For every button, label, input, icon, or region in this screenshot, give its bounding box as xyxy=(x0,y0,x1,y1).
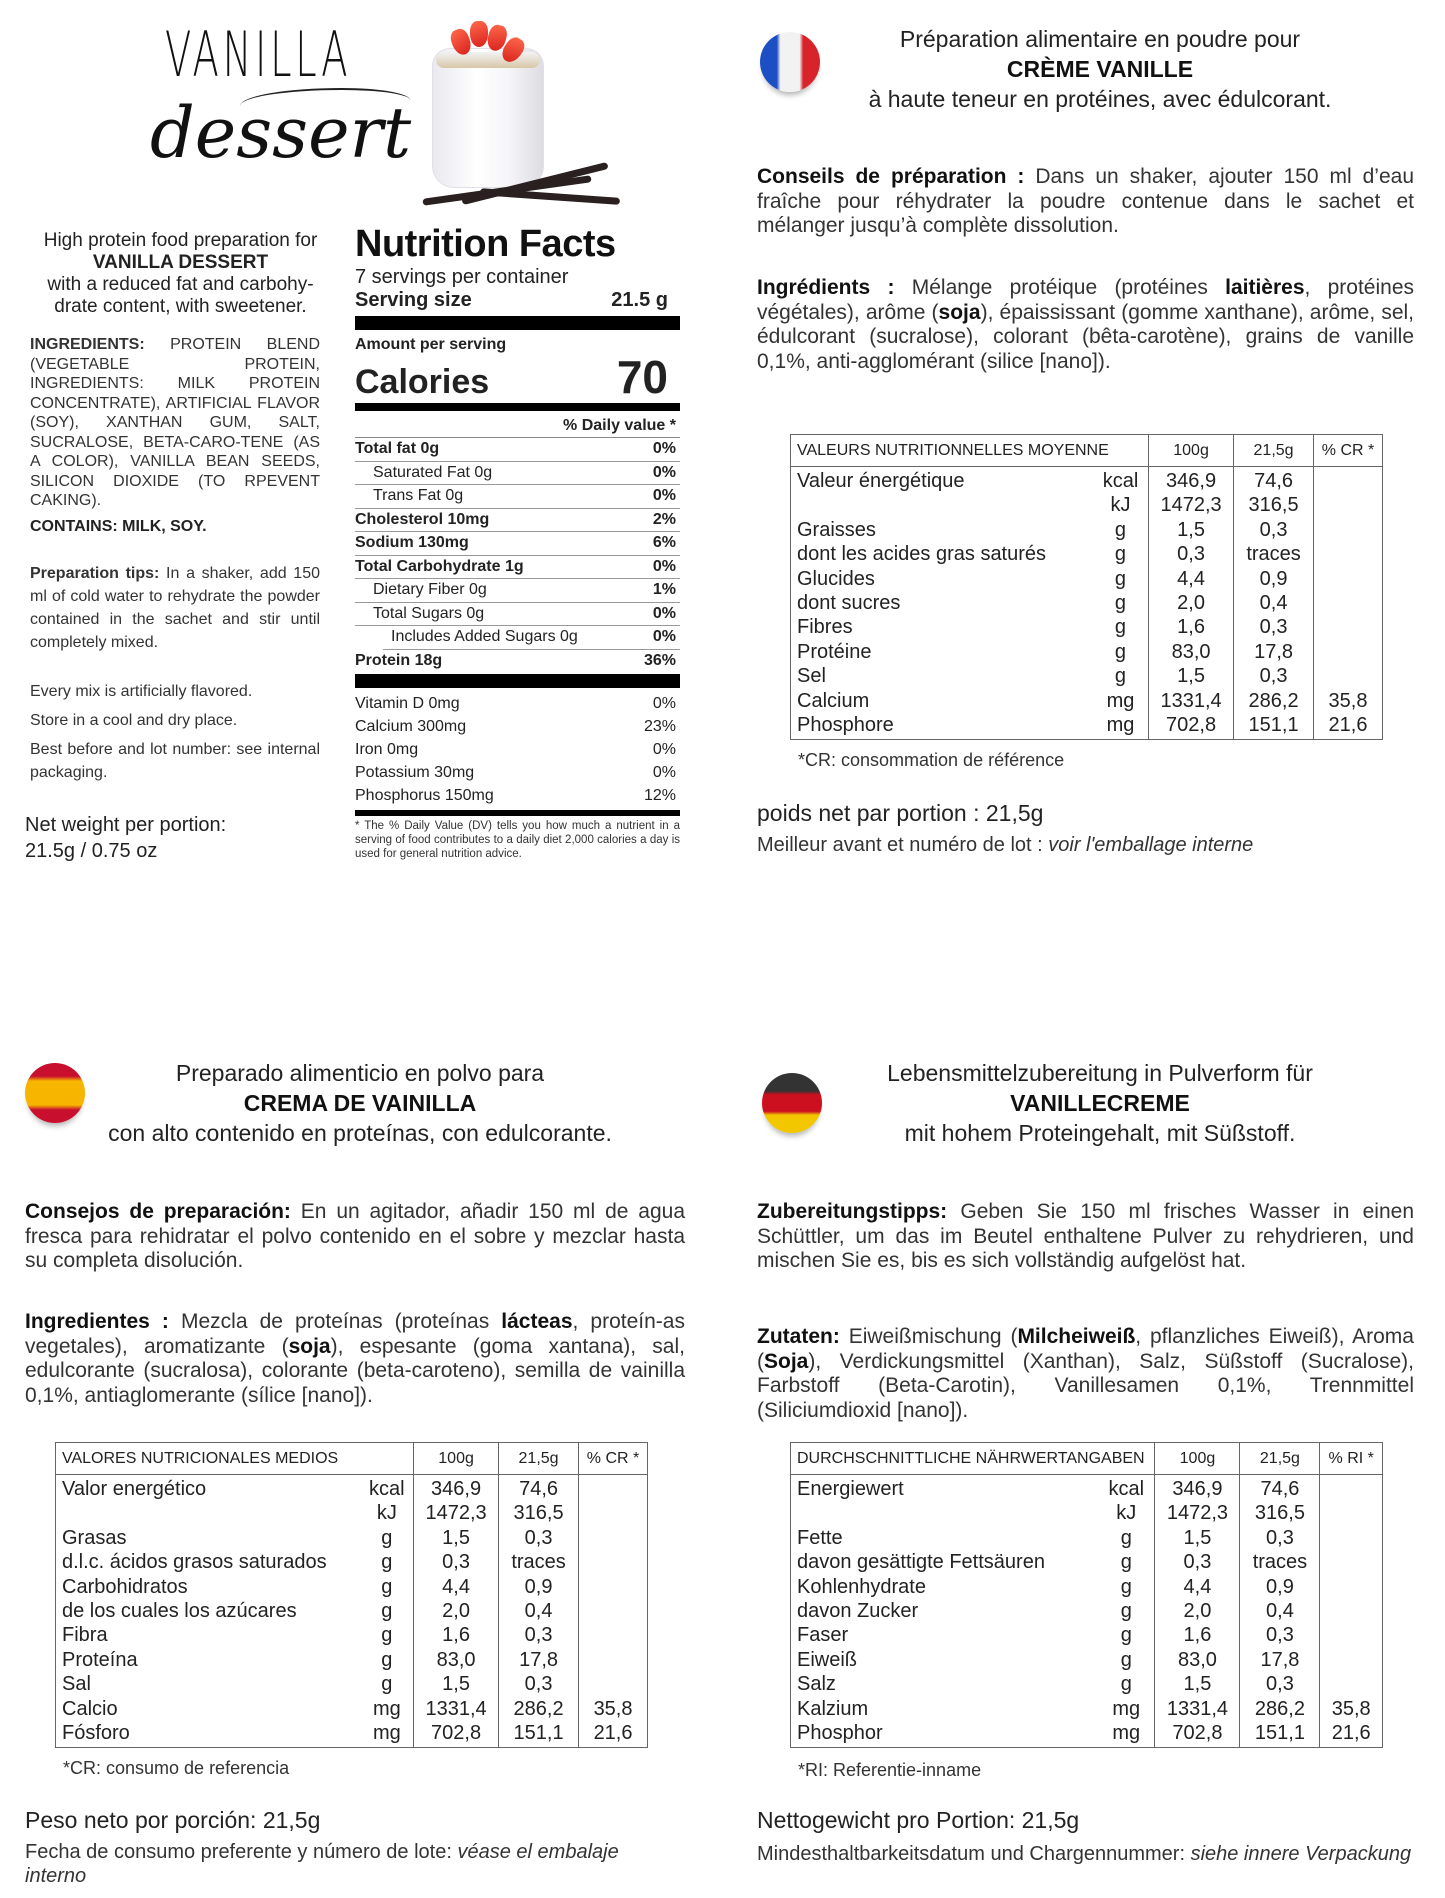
nutrient-row: Dietary Fiber 0g 1% xyxy=(355,579,680,603)
calories-row: Calories 70 xyxy=(355,354,680,400)
value-per-100g: 1,6 xyxy=(414,1623,499,1647)
value-per-portion: traces xyxy=(1234,542,1314,566)
nutrient-name: Graisses xyxy=(797,518,876,541)
strawberry-icon xyxy=(470,21,488,47)
reference-intake-pct xyxy=(579,1672,648,1696)
unit: g xyxy=(1093,615,1149,639)
nutrient-row: Trans Fat 0g 0% xyxy=(355,485,680,509)
reference-intake-pct xyxy=(1320,1623,1383,1647)
value-per-100g: 702,8 xyxy=(1155,1721,1240,1748)
value-per-portion: traces xyxy=(499,1550,579,1574)
reference-intake-pct xyxy=(579,1501,648,1525)
nutrient-row: Protein 18g 36% xyxy=(355,651,676,669)
table-row xyxy=(791,467,1383,494)
table-row xyxy=(56,1501,648,1525)
french-ingredients: Ingrédients : Mélange protéique (protéines laitières, protéines végétales), arôme (soja), épaississant (gomme xanthane), arôme, sel, édulcorant (sucralose), colorant (bêta-carotène), grains de vanille 0,1%, anti-agglomérant (silice [nano]). xyxy=(757,276,1415,373)
table-row xyxy=(56,1721,648,1748)
table-row xyxy=(791,1475,1383,1502)
table-header-row xyxy=(791,1443,1383,1475)
unit: kcal xyxy=(361,1475,414,1502)
value-per-100g: 2,0 xyxy=(414,1599,499,1623)
english-net-weight: Net weight per portion: 21.5g / 0.75 oz xyxy=(25,814,227,862)
value-per-100g: 1472,3 xyxy=(1149,493,1234,517)
value-per-portion: 0,9 xyxy=(499,1575,579,1599)
nutrient-row: Saturated Fat 0g 0% xyxy=(355,462,680,486)
nutrient-name: Proteína xyxy=(62,1648,138,1671)
value-per-100g: 1472,3 xyxy=(414,1501,499,1525)
french-best-before: Meilleur avant et numéro de lot : voir l'emballage interne xyxy=(757,834,1254,856)
unit: mg xyxy=(361,1697,414,1721)
divider-medium xyxy=(355,810,680,816)
logo-vanilla: VANILLA xyxy=(165,18,352,91)
value-per-portion: 74,6 xyxy=(499,1475,579,1502)
table-row xyxy=(56,1575,648,1599)
unit: g xyxy=(1098,1648,1155,1672)
spanish-ingredients: Ingredientes : Mezcla de proteínas (proteínas lácteas, proteín-as vegetales), aromatizante (soja), espesante (goma xantana), sal, edulcorante (sucralosa), colorante (beta-caroteno), semilla de vainilla 0,1%, antiaglomerante (sílice [nano]). xyxy=(25,1310,685,1407)
reference-intake-pct xyxy=(1314,542,1383,566)
value-per-portion: traces xyxy=(1240,1550,1320,1574)
value-per-portion: 151,1 xyxy=(1240,1721,1320,1748)
reference-intake-pct: 35,8 xyxy=(1328,689,1368,712)
value-per-portion: 74,6 xyxy=(1240,1475,1320,1502)
reference-intake-pct xyxy=(579,1526,648,1550)
value-per-portion: 286,2 xyxy=(1234,689,1314,713)
logo-dessert: dessert xyxy=(150,92,412,174)
value-per-portion: 316,5 xyxy=(1234,493,1314,517)
unit: g xyxy=(361,1648,414,1672)
value-per-portion: 286,2 xyxy=(499,1697,579,1721)
nutrient-name: Phosphore xyxy=(797,714,894,737)
table-row xyxy=(791,1550,1383,1574)
daily-value-footnote: * The % Daily Value (DV) tells you how much a nutrient in a serving of food contributes to a daily diet 2,000 calories a day is used for general nutrition advice. xyxy=(355,820,680,860)
value-per-100g: 1331,4 xyxy=(414,1697,499,1721)
french-heading: Préparation alimentaire en poudre pour CRÈME VANILLE à haute teneur en protéines, avec édulcorant. xyxy=(868,26,1332,112)
unit: g xyxy=(1098,1672,1155,1696)
unit: g xyxy=(1093,518,1149,542)
unit: g xyxy=(1098,1599,1155,1623)
value-per-100g: 702,8 xyxy=(1149,713,1234,740)
value-per-100g: 1,5 xyxy=(1149,518,1234,542)
german-ingredients: Zutaten: Eiweißmischung (Milcheiweiß, pflanzliches Eiweiß), Aroma (Soja), Verdickungsmittel (Xanthan), Salz, Süßstoff (Sucralose), Farbstoff (Beta-Carotin), Vanillesamen 0,1%, Trennmittel (Siliciumdioxid [nano]). xyxy=(757,1325,1414,1422)
unit: g xyxy=(1093,591,1149,615)
nutrient-name: Grasas xyxy=(62,1526,127,1549)
value-per-100g: 1,5 xyxy=(1149,664,1234,688)
reference-intake-pct xyxy=(1314,518,1383,542)
flavor-note: Every mix is artificially flavored. xyxy=(30,683,253,700)
spanish-heading: Preparado alimenticio en polvo para CREMA DE VAINILLA con alto contenido en proteínas, con edulcorante. xyxy=(108,1060,612,1146)
nutrient-row: Total Carbohydrate 1g 0% xyxy=(355,556,680,580)
table-row xyxy=(56,1599,648,1623)
reference-intake-pct xyxy=(1320,1501,1383,1525)
value-per-portion: 0,3 xyxy=(1240,1672,1320,1696)
value-per-portion: 0,3 xyxy=(499,1526,579,1550)
unit: g xyxy=(1093,542,1149,566)
german-net-weight: Nettogewicht pro Portion: 21,5g xyxy=(757,1807,1080,1833)
serving-size: Serving size 21.5 g xyxy=(355,289,668,311)
reference-intake-pct xyxy=(1320,1648,1383,1672)
value-per-100g: 0,3 xyxy=(414,1550,499,1574)
value-per-100g: 346,9 xyxy=(1155,1475,1240,1502)
value-per-portion: 0,3 xyxy=(1240,1623,1320,1647)
unit: g xyxy=(1098,1623,1155,1647)
nutrient-row: Total fat 0g 0% xyxy=(355,438,680,462)
value-per-portion: 17,8 xyxy=(1240,1648,1320,1672)
table-row xyxy=(791,640,1383,664)
jar-icon xyxy=(432,48,544,188)
nutrition-facts-panel xyxy=(355,222,680,861)
allergen-statement: CONTAINS: MILK, SOY. xyxy=(30,518,207,535)
reference-intake-pct: 21,6 xyxy=(1331,1722,1371,1745)
nutrient-name: de los cuales los azúcares xyxy=(62,1600,297,1623)
value-per-portion: 316,5 xyxy=(499,1501,579,1525)
value-per-portion: 0,4 xyxy=(1240,1599,1320,1623)
table-row xyxy=(791,1623,1383,1647)
unit: g xyxy=(1093,664,1149,688)
unit: g xyxy=(1098,1550,1155,1574)
nutrient-name: Protéine xyxy=(797,640,872,663)
value-per-portion: 0,9 xyxy=(1240,1575,1320,1599)
nutrient-name: Salz xyxy=(797,1673,836,1696)
unit: g xyxy=(361,1526,414,1550)
nutrient-row: Total Sugars 0g 0% xyxy=(355,603,680,627)
table-row xyxy=(56,1697,648,1721)
table-row xyxy=(56,1623,648,1647)
table-row xyxy=(791,689,1383,713)
german-reference-note: *RI: Referentie-inname xyxy=(798,1760,982,1780)
nutrient-name xyxy=(56,1501,361,1525)
table-row xyxy=(56,1648,648,1672)
unit: kcal xyxy=(1098,1475,1155,1502)
value-per-100g: 4,4 xyxy=(414,1575,499,1599)
table-row xyxy=(791,1721,1383,1748)
reference-intake-pct xyxy=(579,1648,648,1672)
nutrition-facts-title: Nutrition Facts xyxy=(355,223,616,265)
dessert-jar-image xyxy=(420,15,630,205)
table-header-row xyxy=(56,1443,648,1475)
value-per-100g: 2,0 xyxy=(1155,1599,1240,1623)
german-best-before: Mindesthaltbarkeitsdatum und Chargennummer: siehe innere Verpackung xyxy=(757,1843,1412,1865)
nutrient-name: Kohlenhydrate xyxy=(797,1575,926,1598)
nutrient-name: Carbohidratos xyxy=(62,1575,188,1598)
value-per-100g: 1,5 xyxy=(1155,1526,1240,1550)
value-per-portion: 151,1 xyxy=(1234,713,1314,740)
unit: kJ xyxy=(1098,1501,1155,1525)
table-row xyxy=(791,1672,1383,1696)
value-per-100g: 83,0 xyxy=(1149,640,1234,664)
reference-intake-pct xyxy=(1314,467,1383,494)
unit: g xyxy=(361,1550,414,1574)
unit: mg xyxy=(361,1721,414,1748)
table-header-row xyxy=(791,435,1383,467)
unit: kJ xyxy=(361,1501,414,1525)
column-header: 100g xyxy=(1155,1443,1240,1475)
reference-intake-pct xyxy=(579,1599,648,1623)
value-per-portion: 17,8 xyxy=(499,1648,579,1672)
value-per-100g: 83,0 xyxy=(1155,1648,1240,1672)
value-per-portion: 151,1 xyxy=(499,1721,579,1748)
value-per-100g: 0,3 xyxy=(1155,1550,1240,1574)
column-header: 21,5g xyxy=(1240,1443,1320,1475)
unit: g xyxy=(361,1599,414,1623)
unit: mg xyxy=(1093,689,1149,713)
unit: mg xyxy=(1093,713,1149,740)
nutrient-name xyxy=(791,493,1093,517)
calories-value: 70 xyxy=(616,351,668,403)
unit: g xyxy=(1098,1526,1155,1550)
column-header: 21,5g xyxy=(1234,435,1314,467)
value-per-100g: 1,5 xyxy=(414,1526,499,1550)
nutrient-name: d.l.c. ácidos grasos saturados xyxy=(62,1551,327,1574)
value-per-portion: 0,3 xyxy=(499,1672,579,1696)
vanilla-bean-icon xyxy=(480,188,620,205)
french-nutrition-table xyxy=(790,434,1383,740)
spanish-nutrition-table xyxy=(55,1442,648,1748)
value-per-100g: 1,5 xyxy=(414,1672,499,1696)
nutrient-name: Valor energético xyxy=(62,1478,207,1500)
value-per-portion: 286,2 xyxy=(1240,1697,1320,1721)
reference-intake-pct xyxy=(1314,640,1383,664)
unit: g xyxy=(361,1672,414,1696)
value-per-portion: 74,6 xyxy=(1234,467,1314,494)
intro-line: with a reduced fat and carbohy-drate content, with sweetener. xyxy=(47,274,314,317)
german-nutrition-table xyxy=(790,1442,1383,1748)
vitamin-row: Phosphorus 150mg 12% xyxy=(355,787,676,804)
daily-value-header: % Daily value * xyxy=(355,414,680,438)
unit: kcal xyxy=(1093,467,1149,494)
nutrient-name: Energiewert xyxy=(797,1478,904,1500)
amount-per-serving: Amount per serving xyxy=(355,336,507,353)
table-row xyxy=(791,713,1383,740)
reference-intake-pct xyxy=(1314,493,1383,517)
reference-intake-pct xyxy=(1314,615,1383,639)
value-per-portion: 316,5 xyxy=(1240,1501,1320,1525)
ingredients-text: PROTEIN BLEND (VEGETABLE PROTEIN, INGREDIENTS: MILK PROTEIN CONCENTRATE), ARTIFICIAL FLAVOR (SOY), XANTHAN GUM, SALT, SUCRALOSE, BETA-CARO-TENE (AS A COLOR), VANILLA BEAN SEEDS, SILICON DIOXIDE (TO RPEVENT CAKING). xyxy=(30,336,320,509)
nutrient-name: Sal xyxy=(62,1673,91,1696)
reference-intake-pct xyxy=(1320,1475,1383,1502)
column-header: 21,5g xyxy=(499,1443,579,1475)
vitamin-row: Potassium 30mg 0% xyxy=(355,764,676,781)
table-row xyxy=(791,1526,1383,1550)
unit: kJ xyxy=(1093,493,1149,517)
table-row xyxy=(791,542,1383,566)
value-per-portion: 0,3 xyxy=(1240,1526,1320,1550)
value-per-portion: 0,3 xyxy=(499,1623,579,1647)
spanish-best-before: Fecha de consumo preferente y número de lote: véase el embalaje interno xyxy=(25,1841,619,1887)
unit: g xyxy=(1093,567,1149,591)
best-before-note: Best before and lot number: see internal packaging. xyxy=(30,741,320,781)
value-per-100g: 4,4 xyxy=(1155,1575,1240,1599)
servings-per-container: 7 servings per container xyxy=(355,266,569,288)
nutrient-name: Fósforo xyxy=(62,1722,130,1745)
divider-medium xyxy=(355,403,680,411)
table-row xyxy=(56,1550,648,1574)
value-per-100g: 1,6 xyxy=(1149,615,1234,639)
nutrient-row: Includes Added Sugars 0g 0% xyxy=(383,626,680,650)
unit: g xyxy=(361,1623,414,1647)
table-row xyxy=(56,1475,648,1502)
column-header: % CR * xyxy=(1314,435,1383,467)
table-row xyxy=(56,1526,648,1550)
nutrient-name: davon Zucker xyxy=(797,1600,919,1623)
nutrient-row: Cholesterol 10mg 2% xyxy=(355,509,680,533)
value-per-portion: 0,9 xyxy=(1234,567,1314,591)
column-header: % CR * xyxy=(579,1443,648,1475)
nutrient-name: Glucides xyxy=(797,567,875,590)
french-net-weight: poids net par portion : 21,5g xyxy=(757,800,1044,826)
nutrient-name: davon gesättigte Fettsäuren xyxy=(797,1551,1045,1574)
value-per-100g: 83,0 xyxy=(414,1648,499,1672)
value-per-100g: 4,4 xyxy=(1149,567,1234,591)
unit: g xyxy=(361,1575,414,1599)
table-row xyxy=(791,1501,1383,1525)
value-per-100g: 1,6 xyxy=(1155,1623,1240,1647)
table-row xyxy=(791,615,1383,639)
reference-intake-pct xyxy=(579,1475,648,1502)
german-heading: Lebensmittelzubereitung in Pulverform für VANILLECREME mit hohem Proteingehalt, mit Süßstoff. xyxy=(887,1060,1313,1146)
table-row xyxy=(791,1575,1383,1599)
table-row xyxy=(791,1697,1383,1721)
german-preparation: Zubereitungstipps: Geben Sie 150 ml frisches Wasser in einen Schüttler, um das im Beutel enthaltene Pulver zu rehydrieren, und mischen Sie es, bis es sich vollständig aufgelöst hat. xyxy=(757,1200,1414,1272)
divider-thick xyxy=(355,316,680,330)
english-ingredients xyxy=(30,335,320,511)
table-row xyxy=(791,1648,1383,1672)
reference-intake-pct xyxy=(1320,1575,1383,1599)
unit: mg xyxy=(1098,1697,1155,1721)
french-preparation: Conseils de préparation : Dans un shaker, ajouter 150 ml d’eau fraîche pour réhydrater la poudre contenue dans le sachet et mélanger jusqu’à complète dissolution. xyxy=(757,165,1414,237)
value-per-100g: 1,5 xyxy=(1155,1672,1240,1696)
value-per-100g: 1331,4 xyxy=(1155,1697,1240,1721)
reference-intake-pct xyxy=(1320,1672,1383,1696)
value-per-100g: 2,0 xyxy=(1149,591,1234,615)
reference-intake-pct: 35,8 xyxy=(593,1697,633,1720)
value-per-100g: 346,9 xyxy=(414,1475,499,1502)
reference-intake-pct: 21,6 xyxy=(593,1722,633,1745)
reference-intake-pct: 21,6 xyxy=(1328,714,1368,737)
reference-intake-pct xyxy=(1314,664,1383,688)
nutrient-name: Fibra xyxy=(62,1624,108,1647)
divider-thick xyxy=(355,674,680,688)
value-per-portion: 0,3 xyxy=(1234,615,1314,639)
table-row xyxy=(56,1672,648,1696)
vitamin-row: Vitamin D 0mg 0% xyxy=(355,695,676,712)
value-per-portion: 17,8 xyxy=(1234,640,1314,664)
vitamin-row: Calcium 300mg 23% xyxy=(355,718,676,735)
nutrient-name: Eiweiß xyxy=(797,1648,858,1671)
nutrient-name: Phosphor xyxy=(797,1722,883,1745)
reference-intake-pct xyxy=(1314,591,1383,615)
value-per-100g: 1331,4 xyxy=(1149,689,1234,713)
table-row xyxy=(791,493,1383,517)
product-name: VANILLA DESSERT xyxy=(92,252,269,273)
table-row xyxy=(791,664,1383,688)
english-intro xyxy=(28,230,333,318)
nutrient-name: Valeur énergétique xyxy=(797,470,965,492)
table-row xyxy=(791,591,1383,615)
nutrient-name: Calcium xyxy=(797,689,870,712)
spanish-net-weight: Peso neto por porción: 21,5g xyxy=(25,1807,321,1833)
value-per-portion: 0,4 xyxy=(1234,591,1314,615)
intro-line: High protein food preparation for xyxy=(43,230,318,251)
nutrient-name: Kalzium xyxy=(797,1697,869,1720)
table-title: VALORES NUTRICIONALES MEDIOS xyxy=(56,1443,414,1475)
reference-intake-pct xyxy=(579,1575,648,1599)
value-per-100g: 0,3 xyxy=(1149,542,1234,566)
nutrient-name: Sel xyxy=(797,665,826,688)
vitamin-row: Iron 0mg 0% xyxy=(355,741,676,758)
value-per-100g: 346,9 xyxy=(1149,467,1234,494)
unit: g xyxy=(1098,1575,1155,1599)
nutrient-name xyxy=(791,1501,1099,1525)
reference-intake-pct xyxy=(579,1550,648,1574)
spanish-preparation: Consejos de preparación: En un agitador, añadir 150 ml de agua fresca para rehidratar el polvo contenido en el sobre y mezclar hasta su completa disolución. xyxy=(25,1200,685,1272)
value-per-portion: 0,4 xyxy=(499,1599,579,1623)
nutrient-name: dont sucres xyxy=(797,592,901,615)
ingredients-label: INGREDIENTS: xyxy=(30,336,145,353)
reference-intake-pct xyxy=(1314,567,1383,591)
value-per-portion: 0,3 xyxy=(1234,664,1314,688)
reference-intake-pct xyxy=(1320,1599,1383,1623)
nutrient-name: Calcio xyxy=(62,1697,118,1720)
nutrient-name: Fette xyxy=(797,1526,843,1549)
unit: mg xyxy=(1098,1721,1155,1748)
reference-intake-pct: 35,8 xyxy=(1331,1697,1371,1720)
nutrient-row: Sodium 130mg 6% xyxy=(355,532,680,556)
table-title: DURCHSCHNITTLICHE NÄHRWERTANGABEN xyxy=(791,1443,1155,1475)
value-per-portion: 0,3 xyxy=(1234,518,1314,542)
nutrient-name: dont les acides gras saturés xyxy=(797,543,1047,566)
nutrient-name: Fibres xyxy=(797,616,853,639)
french-reference-note: *CR: consommation de référence xyxy=(798,750,1065,770)
column-header: % RI * xyxy=(1320,1443,1383,1475)
table-row xyxy=(791,567,1383,591)
reference-intake-pct xyxy=(1320,1550,1383,1574)
spanish-reference-note: *CR: consumo de referencia xyxy=(63,1758,290,1778)
value-per-100g: 1472,3 xyxy=(1155,1501,1240,1525)
jar-rim xyxy=(436,52,540,68)
reference-intake-pct xyxy=(1320,1526,1383,1550)
table-row xyxy=(791,518,1383,542)
nutrient-name: Faser xyxy=(797,1624,849,1647)
storage-note: Store in a cool and dry place. xyxy=(30,712,238,729)
table-title: VALEURS NUTRITIONNELLES MOYENNE xyxy=(791,435,1149,467)
value-per-100g: 702,8 xyxy=(414,1721,499,1748)
english-preparation-tips: Preparation tips: In a shaker, add 150 ml of cold water to rehydrate the powder contained in the sachet and stir until completely mixed. xyxy=(30,565,320,651)
column-header: 100g xyxy=(414,1443,499,1475)
table-row xyxy=(791,1599,1383,1623)
column-header: 100g xyxy=(1149,435,1234,467)
unit: g xyxy=(1093,640,1149,664)
reference-intake-pct xyxy=(579,1623,648,1647)
